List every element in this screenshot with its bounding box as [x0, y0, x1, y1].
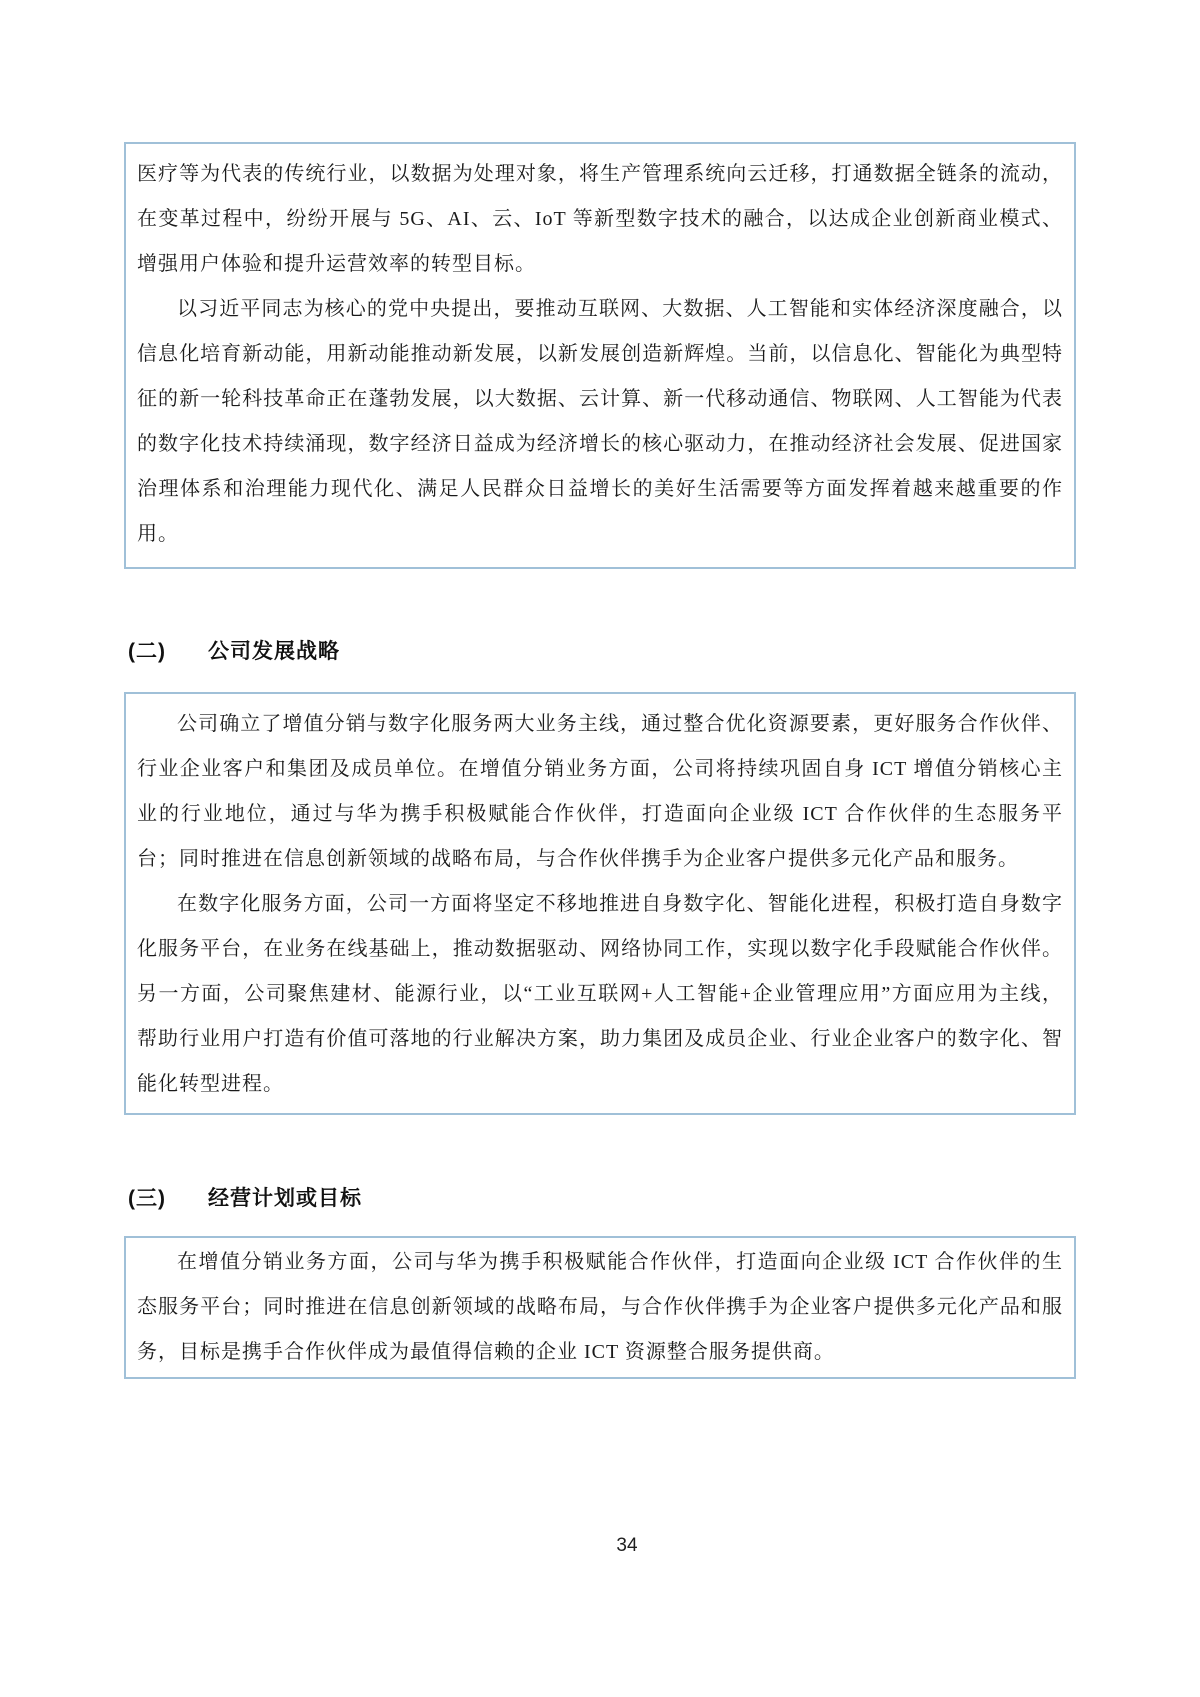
- paragraph: 在数字化服务方面，公司一方面将坚定不移地推进自身数字化、智能化进程，积极打造自身数字化服务平台，在业务在线基础上，推动数据驱动、网络协同工作，实现以数字化手段赋能合作伙伴。另一方面，公司聚焦建材、能源行业，以“工业互联网+人工智能+企业管理应用”方面应用为主线，帮助行业用户打造有价值可落地的行业解决方案，助力集团及成员企业、行业企业客户的数字化、智能化转型进程。: [137, 893, 1063, 1095]
- text-box-operating-goals: [124, 1236, 1076, 1379]
- paragraph: 在增值分销业务方面，公司与华为携手积极赋能合作伙伴，打造面向企业级 ICT 合作伙伴的生态服务平台；同时推进在信息创新领域的战略布局，与合作伙伴携手为企业客户提供多元化产品和服务，目标是携手合作伙伴成为最值得信赖的企业 ICT 资源整合服务提供商。: [137, 1251, 1063, 1363]
- section-heading-business-plan: [128, 1182, 362, 1212]
- section-title: 公司发展战略: [208, 640, 340, 663]
- text-box-industry-transformation: [124, 142, 1076, 569]
- section-title: 经营计划或目标: [208, 1187, 362, 1210]
- section-heading-company-strategy: [128, 635, 340, 665]
- page-number: 34: [616, 1535, 638, 1556]
- section-number: (三): [128, 1187, 166, 1210]
- paragraph: 以习近平同志为核心的党中央提出，要推动互联网、大数据、人工智能和实体经济深度融合，以信息化培育新动能，用新动能推动新发展，以新发展创造新辉煌。当前，以信息化、智能化为典型特征的新一轮科技革命正在蓬勃发展，以大数据、云计算、新一代移动通信、物联网、人工智能为代表的数字化技术持续涌现，数字经济日益成为经济增长的核心驱动力，在推动经济社会发展、促进国家治理体系和治理能力现代化、满足人民群众日益增长的美好生活需要等方面发挥着越来越重要的作用。: [137, 298, 1063, 545]
- paragraph: 医疗等为代表的传统行业，以数据为处理对象，将生产管理系统向云迁移，打通数据全链条的流动，在变革过程中，纷纷开展与 5G、AI、云、IoT 等新型数字技术的融合，以达成企业创新商业模式、增强用户体验和提升运营效率的转型目标。: [137, 163, 1063, 275]
- paragraph: 公司确立了增值分销与数字化服务两大业务主线，通过整合优化资源要素，更好服务合作伙伴、行业企业客户和集团及成员单位。在增值分销业务方面，公司将持续巩固自身 ICT 增值分销核心主业的行业地位，通过与华为携手积极赋能合作伙伴，打造面向企业级 ICT 合作伙伴的生态服务平台；同时推进在信息创新领域的战略布局，与合作伙伴携手为企业客户提供多元化产品和服务。: [137, 713, 1063, 870]
- section-number: (二): [128, 640, 166, 663]
- text-box-development-strategy: [124, 692, 1076, 1115]
